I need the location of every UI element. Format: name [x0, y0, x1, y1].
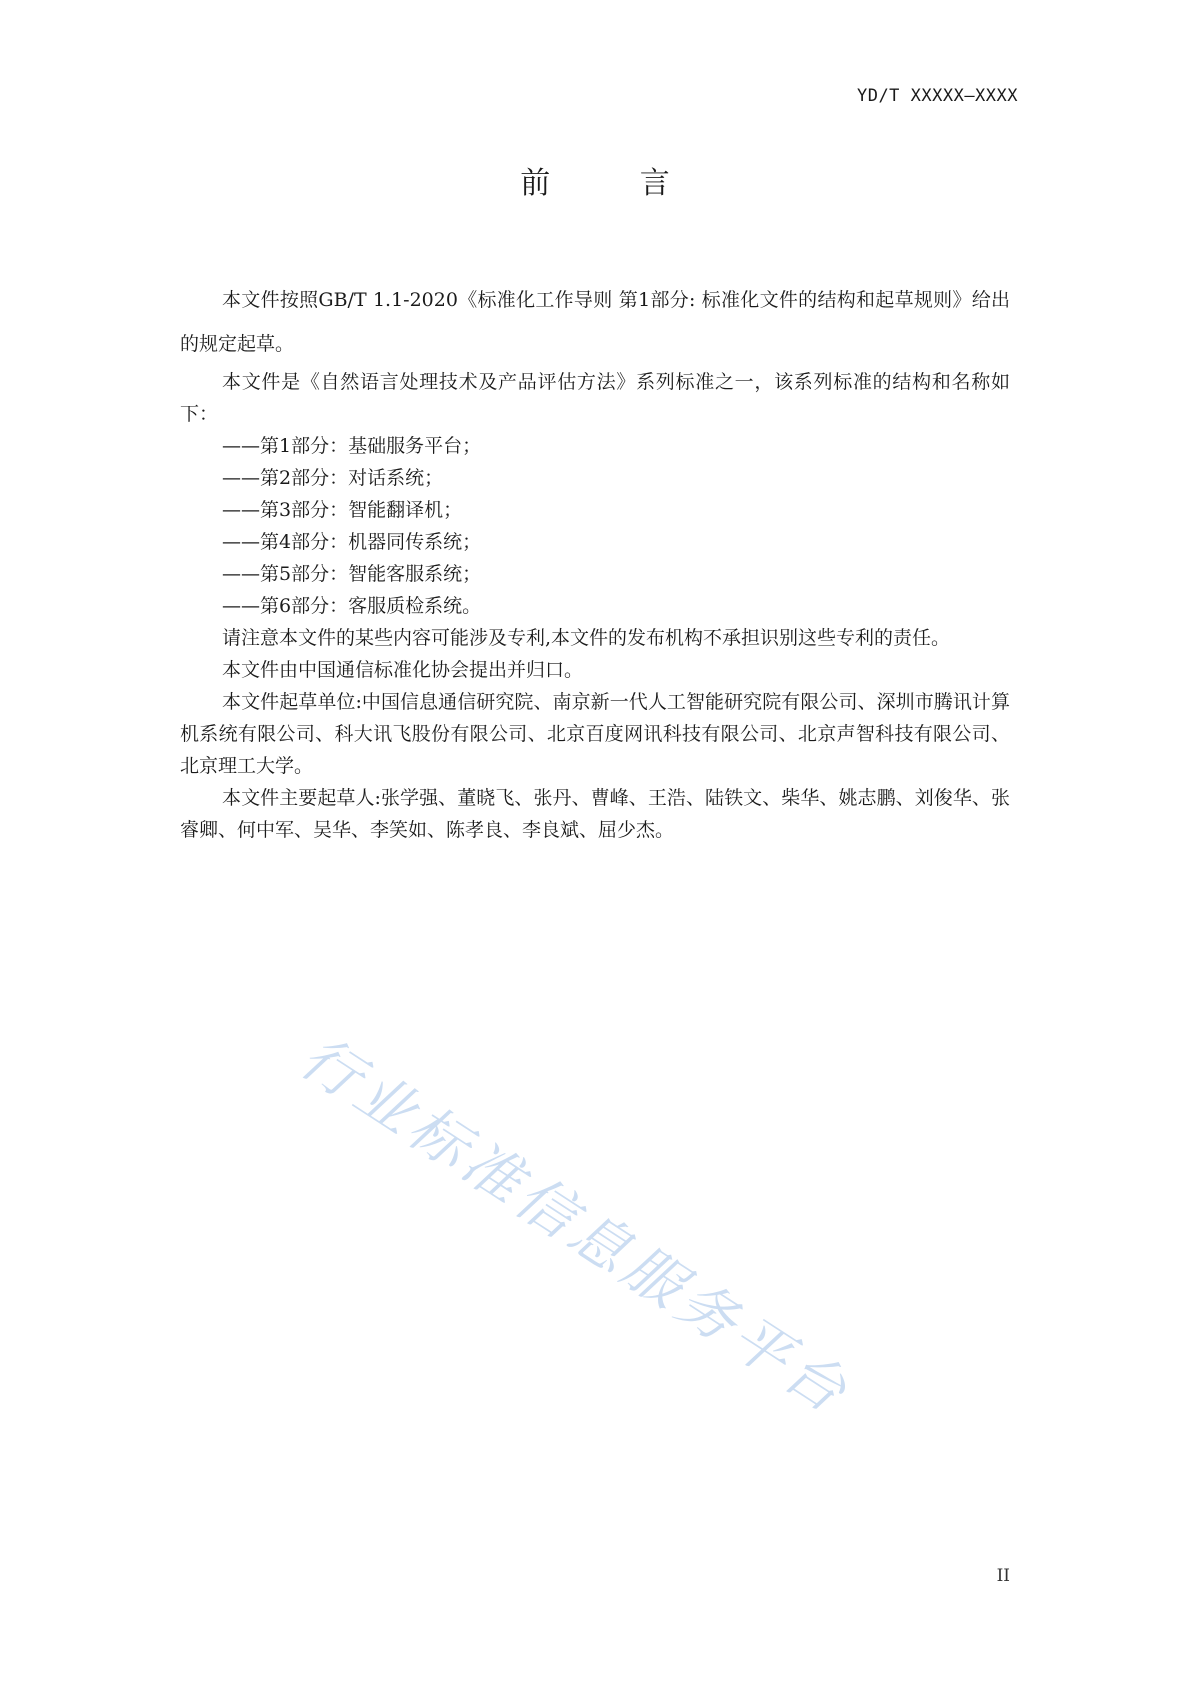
- list-item: ——第1部分：基础服务平台；: [222, 435, 482, 457]
- parts-list: [180, 430, 1010, 622]
- paragraph-series-intro: 本文件是《自然语言处理技术及产品评估方法》系列标准之一，该系列标准的结构和名称如下：: [180, 371, 1010, 425]
- list-item: ——第3部分：智能翻译机；: [222, 499, 463, 521]
- document-body: [180, 278, 1010, 846]
- paragraph-patent-notice: 请注意本文件的某些内容可能涉及专利,本文件的发布机构不承担识别这些专利的责任。: [222, 627, 951, 649]
- paragraph-drafters: 本文件主要起草人:张学强、董晓飞、张丹、曹峰、王浩、陆铁文、柴华、姚志鹏、刘俊华、张睿卿、何中军、吴华、李笑如、陈孝良、李良斌、屈少杰。: [180, 787, 1010, 841]
- page-title: 前 言: [520, 166, 710, 201]
- document-code: YD/T XXXXX—XXXX: [856, 86, 1018, 106]
- paragraph-drafting-basis: 本文件按照GB/T 1.1-2020《标准化工作导则 第1部分: 标准化文件的结构和起草规则》给出的规定起草。: [180, 289, 1010, 355]
- page-number: II: [996, 1566, 1010, 1586]
- list-item: ——第6部分：客服质检系统。: [222, 595, 482, 617]
- paragraph-proposer: 本文件由中国通信标准化协会提出并归口。: [222, 659, 584, 681]
- list-item: ——第5部分：智能客服系统；: [222, 563, 482, 585]
- list-item: ——第4部分：机器同传系统；: [222, 531, 482, 553]
- paragraph-drafting-units: 本文件起草单位:中国信息通信研究院、南京新一代人工智能研究院有限公司、深圳市腾讯计算机系统有限公司、科大讯飞股份有限公司、北京百度网讯科技有限公司、北京声智科技有限公司、北京理工大学。: [180, 691, 1010, 777]
- watermark: 行业标准信息服务平台: [288, 1022, 863, 1429]
- list-item: ——第2部分：对话系统；: [222, 467, 444, 489]
